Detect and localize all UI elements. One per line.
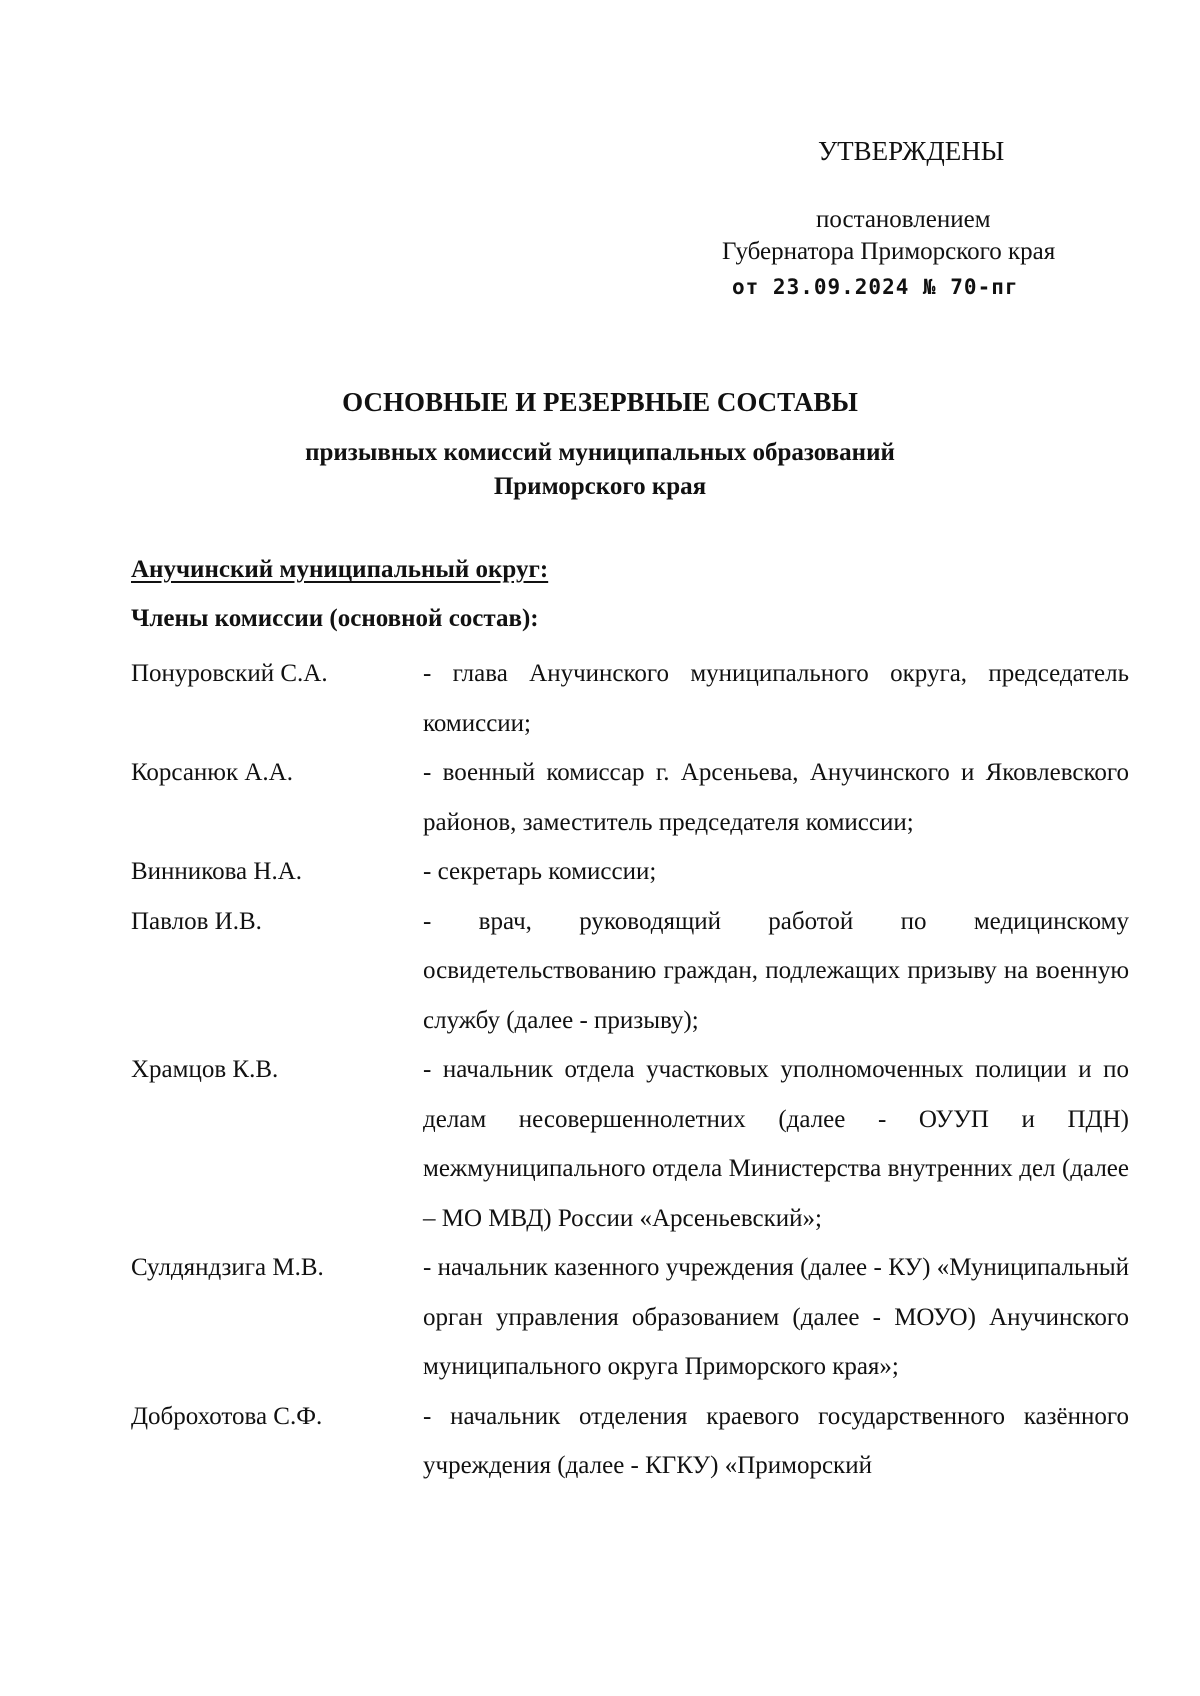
member-name: Павлов И.В.: [131, 907, 262, 935]
member-role: - начальник отдела участковых уполномоченных полиции и по делам несовершеннолетних (далее - ОУУП и ПДН) межмуниципального отдела Министерства внутренних дел (далее – МО МВД) России «Арсеньевский»;: [423, 1056, 1129, 1232]
district-heading: Анучинский муниципальный округ:: [131, 556, 549, 583]
member-name: Понуровский С.А.: [131, 660, 328, 687]
member-entry: [131, 1392, 1129, 1491]
member-entry: [131, 1243, 1129, 1392]
member-entry: [131, 748, 1129, 847]
member-name: Винникова Н.А.: [131, 858, 302, 885]
document-subtitle: [0, 436, 1200, 504]
member-name: Сулдяндзига М.В.: [131, 1254, 324, 1281]
document-title: ОСНОВНЫЕ И РЕЗЕРВНЫЕ СОСТАВЫ: [342, 387, 858, 417]
member-name: Доброхотова С.Ф.: [131, 1402, 323, 1430]
approval-by-decree: постановлением: [816, 206, 991, 233]
member-entry: [131, 1045, 1129, 1243]
member-name: Корсанюк А.А.: [131, 759, 293, 786]
subtitle-line-2: Приморского края: [493, 473, 707, 500]
members-list: [131, 649, 1129, 1491]
approval-date-number: от 23.09.2024 № 70-пг: [732, 275, 1019, 299]
member-entry: [131, 649, 1129, 748]
member-role: - секретарь комиссии;: [423, 858, 657, 885]
member-entry: [131, 897, 1129, 1046]
member-role: - врач, руководящий работой по медицинскому освидетельствованию граждан, подлежащих призыву на военную службу (далее - призыву);: [423, 907, 1129, 1034]
member-role: - военный комиссар г. Арсеньева, Анучинского и Яковлевского районов, заместитель председателя комиссии;: [423, 759, 1129, 836]
member-role: - начальник казенного учреждения (далее - КУ) «Муниципальный орган управления образованием (далее - МОУО) Анучинского муниципального округа Приморского края»;: [423, 1254, 1129, 1380]
member-entry: [131, 847, 1129, 897]
subtitle-line-1: призывных комиссий муниципальных образований: [305, 439, 895, 466]
members-section-heading: Члены комиссии (основной состав):: [131, 605, 539, 632]
approval-governor: Губернатора Приморского края: [722, 238, 1056, 265]
member-role: - начальник отделения краевого государственного казённого учреждения (далее - КГКУ) «Приморский: [423, 1402, 1129, 1479]
approval-heading: УТВЕРЖДЕНЫ: [818, 136, 1005, 166]
member-role: - глава Анучинского муниципального округа, председатель комиссии;: [423, 660, 1129, 737]
member-name: Храмцов К.В.: [131, 1056, 279, 1083]
